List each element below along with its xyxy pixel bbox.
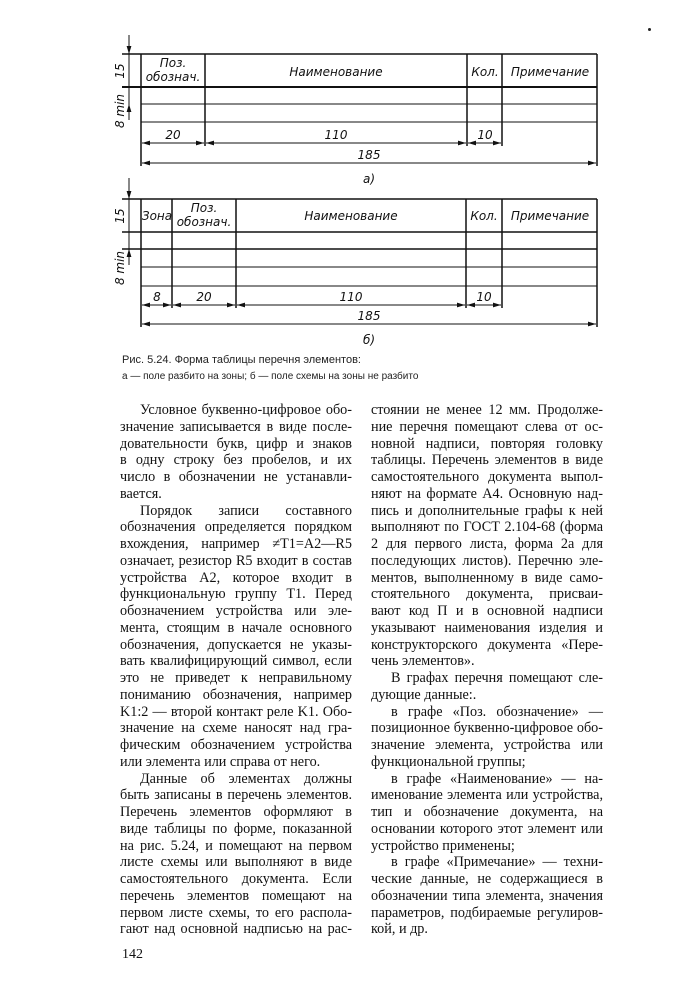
text-line: Перечень элементов оформляют в [120, 804, 352, 820]
header-primechanie: Примечание [510, 209, 590, 223]
text-line: няют на формате А4. Основную над- [371, 485, 603, 502]
figure-caption-subtitle: а — поле разбито на зоны; б — поле схемы на зоны не разбито [122, 371, 419, 382]
text-line: ние перечня помещают слева от ос- [371, 418, 603, 435]
vdim-label: 8 min [113, 250, 127, 286]
text-line: довательности букв, цифр и знаков [120, 435, 352, 452]
header-kol: Кол. [470, 209, 498, 223]
text-line: это не приведет к неправильному [120, 670, 352, 686]
vdim-label: 15 [113, 63, 127, 79]
figure-5-24 [0, 0, 687, 400]
text-line: основании которого этот элемент или [371, 820, 603, 837]
text-line: вают код П и в основной надписи [371, 603, 603, 619]
dim-label: 20 [196, 290, 212, 304]
header-oboznach: обознач. [145, 70, 201, 84]
text-line: обозначении типа элемента, значения [371, 887, 603, 904]
text-line: значение записывается в виде после- [120, 418, 352, 435]
vdim-label: 8 min [113, 93, 127, 129]
text-line: обозначения определяется порядком [120, 519, 352, 536]
text-line: В графах перечня помещают сле- [391, 670, 603, 686]
header-naimenovanie: Наименование [304, 209, 398, 223]
text-line: тип и обозначение документа, на [371, 804, 603, 820]
text-line: обозначением устройства или эле- [120, 603, 352, 619]
text-line: устройство применены; [371, 837, 515, 854]
header-naimenovanie: Наименование [289, 65, 383, 79]
text-line: вать квалифицирующий символ, если [120, 653, 352, 670]
text-line: функциональную группу T1. Перед [120, 586, 352, 603]
text-line: стоянии не менее 12 мм. Продолже- [371, 402, 603, 418]
text-line: в графе «Наименование» — на- [391, 770, 603, 787]
text-line: значение на схеме наносят над гра- [120, 720, 352, 737]
text-column-right [371, 402, 603, 938]
text-line: K1:2 — второй контакт реле K1. Обо- [120, 703, 352, 720]
text-line: или элемента или справа от него. [120, 753, 321, 770]
dim-label: 10 [477, 128, 493, 142]
header-poz: Поз. [159, 56, 187, 70]
text-line: Данные об элементах должны [140, 770, 352, 787]
text-line: быть записаны в перечень элементов. [120, 787, 352, 804]
table-form-a [122, 35, 597, 166]
figure-label-b: б) [362, 333, 376, 347]
text-line: дующие данные:. [371, 686, 477, 703]
text-line: пониманию обозначения, например [120, 686, 352, 703]
dim-label: 20 [165, 128, 181, 142]
text-line: в графе «Поз. обозначение» — [391, 703, 603, 720]
dim-label: 110 [339, 290, 363, 304]
vdim-label: 15 [113, 208, 127, 224]
text-line: обозначения, допускается не указы- [120, 636, 352, 653]
text-line: функциональной группы; [371, 753, 526, 770]
text-line: устройства A2, которое входит в [120, 569, 352, 586]
dim-label: 185 [357, 148, 381, 162]
text-line: вхождения, например ≠T1=A2—R5 [120, 536, 352, 552]
dim-label: 185 [357, 309, 381, 323]
header-primechanie: Примечание [510, 65, 590, 79]
page-number: 142 [122, 947, 143, 962]
text-line: ментов, выполненному в виде само- [371, 569, 603, 586]
text-line: в графе «Примечание» — техни- [391, 854, 603, 871]
text-line: перечень элементов помещают на [120, 887, 352, 904]
text-line: именование элемента или устройства, [371, 787, 603, 804]
header-zona: Зона [141, 209, 173, 223]
text-line: фическим обозначением устройства [120, 737, 352, 753]
text-line: в одну строку без пробелов, и их [120, 452, 352, 469]
text-line: листе схемы или выполняют в виде [120, 854, 352, 871]
text-line: число в обозначении не устанавли- [120, 469, 352, 485]
text-line: 2 для первого листа, форма 2а для [371, 536, 603, 552]
dim-label: 10 [476, 290, 492, 304]
text-line: конструкторского документа «Пере- [371, 636, 603, 653]
text-line: самостоятельного документа. Если [120, 871, 352, 887]
header-poz: Поз. [190, 201, 218, 215]
text-line: мента, стоящим в начале основного [120, 619, 352, 636]
text-line: выполняют по ГОСТ 2.104-68 (форма [371, 519, 603, 536]
text-column-left [120, 402, 352, 938]
text-line: параметров, подбираемые регулиров- [371, 904, 603, 921]
text-line: пись и дополнительные графы к ней [371, 502, 603, 519]
text-line: на рис. 5.24, и помещают на первом [120, 837, 352, 854]
figure-caption-title: Рис. 5.24. Форма таблицы перечня элементов: [122, 354, 361, 366]
text-line: Порядок записи составного [140, 502, 352, 519]
text-line: чень элементов». [371, 653, 475, 670]
text-line: вается. [120, 485, 162, 502]
text-line: стоятельного документа, присваи- [371, 586, 603, 603]
text-line: значение элемента, устройства или [371, 737, 603, 753]
text-line: позиционное буквенно-цифровое обо- [371, 720, 603, 737]
text-line: первом листе схемы, то его распола- [120, 904, 352, 921]
dim-label: 110 [324, 128, 348, 142]
text-line: ческие данные, не содержащиеся в [371, 871, 603, 887]
text-line: виде таблицы по форме, показанной [120, 820, 352, 837]
dim-label: 8 [153, 290, 161, 304]
figure-label-a: а) [362, 172, 376, 186]
text-line: самостоятельного документа выпол- [371, 469, 603, 485]
text-line: гают над основной надписью на рас- [120, 921, 352, 938]
header-kol: Кол. [471, 65, 499, 79]
text-line: новной надписи, повторяя головку [371, 435, 603, 452]
text-line: кой, и др. [371, 921, 428, 938]
text-line: означает, резистор R5 входит в состав [120, 552, 352, 569]
text-line: Условное буквенно-цифровое обо- [140, 402, 352, 418]
text-line: таблицы. Перечень элементов в виде [371, 452, 603, 469]
text-line: последующих листов). Перечню эле- [371, 552, 603, 569]
text-line: указывают наименования изделия и [371, 619, 603, 636]
header-oboznach: обознач. [176, 215, 232, 229]
